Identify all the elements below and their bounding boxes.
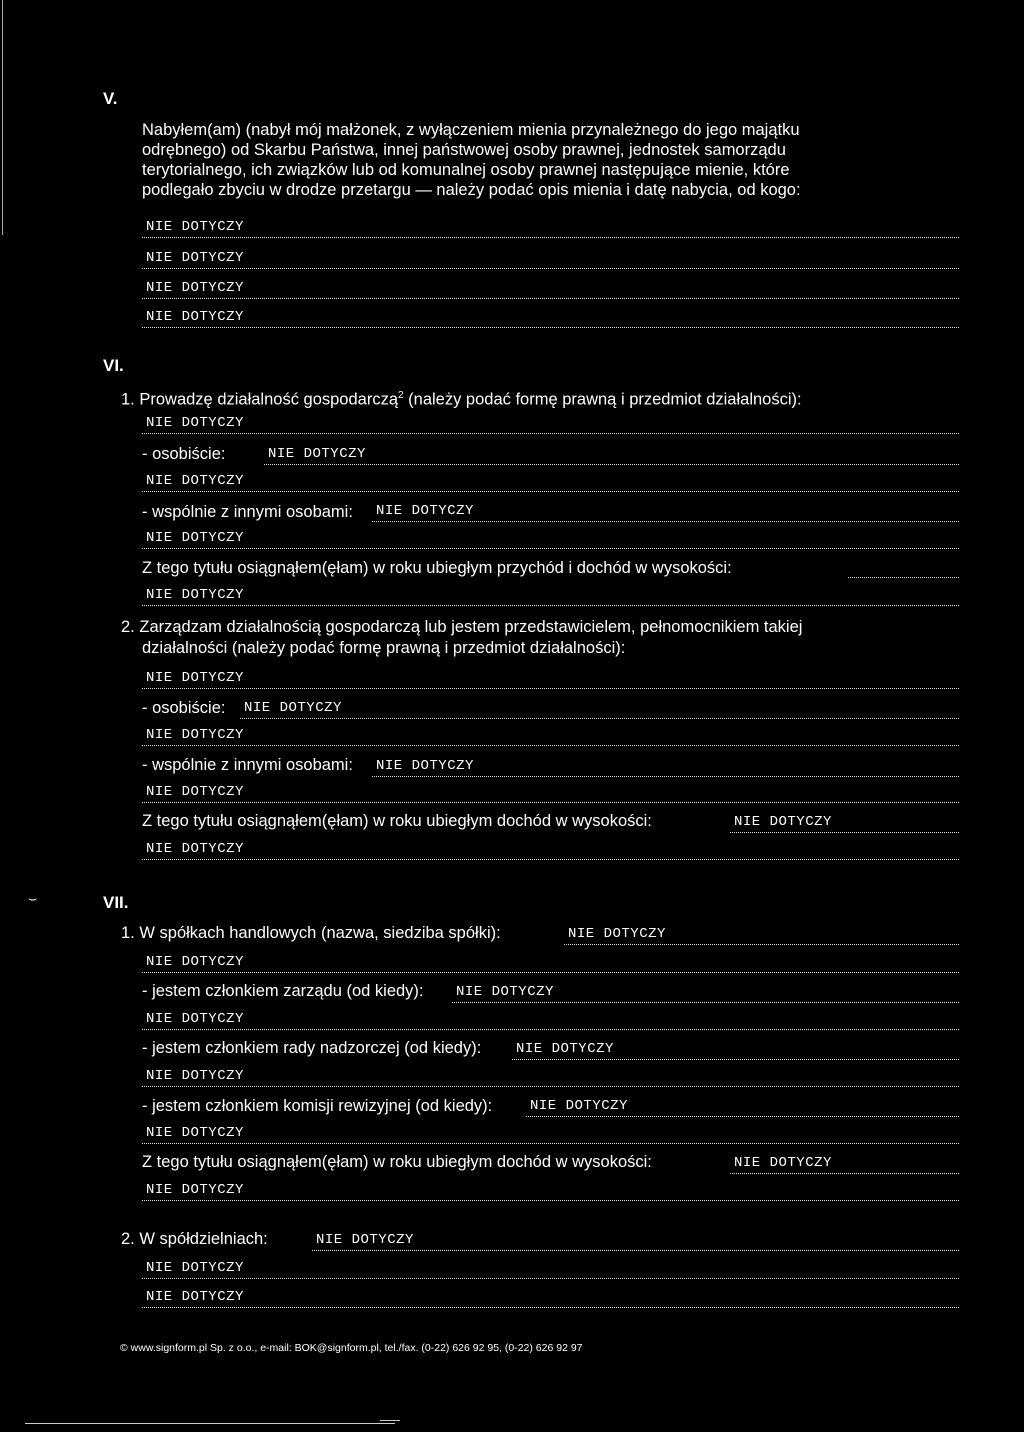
answer-field: NIE DOTYCZY xyxy=(146,784,244,800)
intro-line: terytorialnego, ich związków lub od komunalnej osoby prawnej następujące mienie, które xyxy=(142,161,790,179)
answer-field: NIE DOTYCZY xyxy=(456,984,554,1000)
answer-field: NIE DOTYCZY xyxy=(376,503,474,519)
answer-field: NIE DOTYCZY xyxy=(268,446,366,462)
answer-field: NIE DOTYCZY xyxy=(244,700,342,716)
answer-field: NIE DOTYCZY xyxy=(146,309,244,325)
answer-field: NIE DOTYCZY xyxy=(146,670,244,686)
answer-field: NIE DOTYCZY xyxy=(146,280,244,296)
item-2-heading-line2: działalności (należy podać formę prawną i przedmiot działalności): xyxy=(142,639,626,657)
answer-field: NIE DOTYCZY xyxy=(146,530,244,546)
dotted-line xyxy=(512,1059,959,1060)
dotted-line xyxy=(142,688,959,689)
answer-field: NIE DOTYCZY xyxy=(146,587,244,603)
osobiscie-label: - osobiście: xyxy=(142,699,226,717)
dotted-line xyxy=(240,718,959,719)
left-border-line xyxy=(2,0,3,235)
dotted-line xyxy=(142,745,959,746)
dotted-line xyxy=(142,1307,959,1308)
item-number: 2. xyxy=(121,1230,135,1248)
answer-field: NIE DOTYCZY xyxy=(146,954,244,970)
answer-field: NIE DOTYCZY xyxy=(568,926,666,942)
dotted-line xyxy=(142,1086,959,1087)
item-text: W spółdzielniach: xyxy=(139,1230,268,1248)
income-label: Z tego tytułu osiągnąłem(ęłam) w roku ubiegłym dochód w wysokości: xyxy=(142,1153,652,1171)
income-label: Z tego tytułu osiągnąłem(ęłam) w roku ubiegłym przychód i dochód w wysokości: xyxy=(142,559,732,577)
dotted-line xyxy=(142,972,959,973)
item-number: 1. xyxy=(121,924,135,942)
income-label: Z tego tytułu osiągnąłem(ęłam) w roku ubiegłym dochód w wysokości: xyxy=(142,812,652,830)
komisja-label: - jestem członkiem komisji rewizyjnej (od kiedy): xyxy=(142,1097,493,1115)
bottom-rule-right xyxy=(380,1420,400,1421)
answer-field: NIE DOTYCZY xyxy=(146,727,244,743)
dotted-line xyxy=(142,802,959,803)
dotted-line xyxy=(142,859,959,860)
item-text: W spółkach handlowych (nazwa, siedziba spółki): xyxy=(139,924,501,942)
dotted-line xyxy=(142,491,959,492)
section-vii-number: VII. xyxy=(103,893,129,912)
answer-field: NIE DOTYCZY xyxy=(146,219,244,235)
bottom-rule-left xyxy=(25,1423,395,1424)
answer-field: NIE DOTYCZY xyxy=(146,250,244,266)
answer-field: NIE DOTYCZY xyxy=(146,1182,244,1198)
answer-field: NIE DOTYCZY xyxy=(146,415,244,431)
wspolnie-label: - wspólnie z innymi osobami: xyxy=(142,756,353,774)
answer-field: NIE DOTYCZY xyxy=(146,1289,244,1305)
dotted-line xyxy=(526,1116,959,1117)
answer-field: NIE DOTYCZY xyxy=(146,1125,244,1141)
intro-line: odrębnego) od Skarbu Państwa, innej państwowej osoby prawnej, jednostek samorządu xyxy=(142,141,786,159)
section-v-intro xyxy=(142,120,942,200)
item-text-rest: (należy podać formę prawną i przedmiot działalności): xyxy=(403,390,802,409)
dotted-line xyxy=(142,1143,959,1144)
answer-field: NIE DOTYCZY xyxy=(146,1260,244,1276)
dotted-line xyxy=(142,1278,959,1279)
dotted-line xyxy=(142,548,959,549)
footer-copyright: © www.signform.pl Sp. z o.o., e-mail: BOK@signform.pl, tel./fax. (0-22) 626 92 95, (0-22) 626 92 97 xyxy=(120,1342,583,1354)
answer-field: NIE DOTYCZY xyxy=(316,1232,414,1248)
dotted-line xyxy=(848,577,959,578)
answer-field: NIE DOTYCZY xyxy=(146,1068,244,1084)
dotted-line xyxy=(264,464,959,465)
answer-field: NIE DOTYCZY xyxy=(734,814,832,830)
intro-line: Nabyłem(am) (nabył mój małżonek, z wyłączeniem mienia przynależnego do jego majątku xyxy=(142,121,800,139)
dotted-line xyxy=(452,1002,959,1003)
footnote-ref: 2 xyxy=(398,390,404,401)
item-text: Zarządzam działalnością gospodarczą lub jestem przedstawicielem, pełnomocnikiem takiej xyxy=(139,618,803,636)
dotted-line xyxy=(730,832,959,833)
dotted-line xyxy=(142,237,959,238)
dotted-line xyxy=(564,944,959,945)
dotted-line xyxy=(372,521,959,522)
dotted-line xyxy=(142,1029,959,1030)
rada-label: - jestem członkiem rady nadzorczej (od kiedy): xyxy=(142,1039,482,1057)
answer-field: NIE DOTYCZY xyxy=(146,1011,244,1027)
item-number: 2. xyxy=(121,618,135,636)
answer-field: NIE DOTYCZY xyxy=(146,841,244,857)
item-2-heading xyxy=(121,617,802,637)
item-1-heading xyxy=(121,386,802,410)
item-2-heading xyxy=(121,1229,268,1249)
answer-field: NIE DOTYCZY xyxy=(530,1098,628,1114)
dotted-line xyxy=(312,1250,959,1251)
zarzad-label: - jestem członkiem zarządu (od kiedy): xyxy=(142,982,424,1000)
osobiscie-label: - osobiście: xyxy=(142,445,226,463)
answer-field: NIE DOTYCZY xyxy=(376,758,474,774)
wspolnie-label: - wspólnie z innymi osobami: xyxy=(142,503,353,521)
dotted-line xyxy=(142,327,959,328)
intro-line: podlegało zbyciu w drodze przetargu — należy podać opis mienia i datę nabycia, od kogo: xyxy=(142,181,801,199)
dotted-line xyxy=(142,605,959,606)
answer-field: NIE DOTYCZY xyxy=(516,1041,614,1057)
item-1-heading xyxy=(121,923,501,943)
item-number: 1. xyxy=(121,390,135,409)
dotted-line xyxy=(372,776,959,777)
item-text: Prowadzę działalność gospodarczą xyxy=(139,390,399,409)
section-v-number: V. xyxy=(103,89,118,108)
scan-mark: ⌣ xyxy=(28,890,38,906)
dotted-line xyxy=(142,433,959,434)
dotted-line xyxy=(142,1200,959,1201)
dotted-line xyxy=(142,268,959,269)
answer-field: NIE DOTYCZY xyxy=(734,1155,832,1171)
answer-field: NIE DOTYCZY xyxy=(146,473,244,489)
dotted-line xyxy=(142,298,959,299)
section-vi-number: VI. xyxy=(103,356,124,375)
dotted-line xyxy=(730,1173,959,1174)
